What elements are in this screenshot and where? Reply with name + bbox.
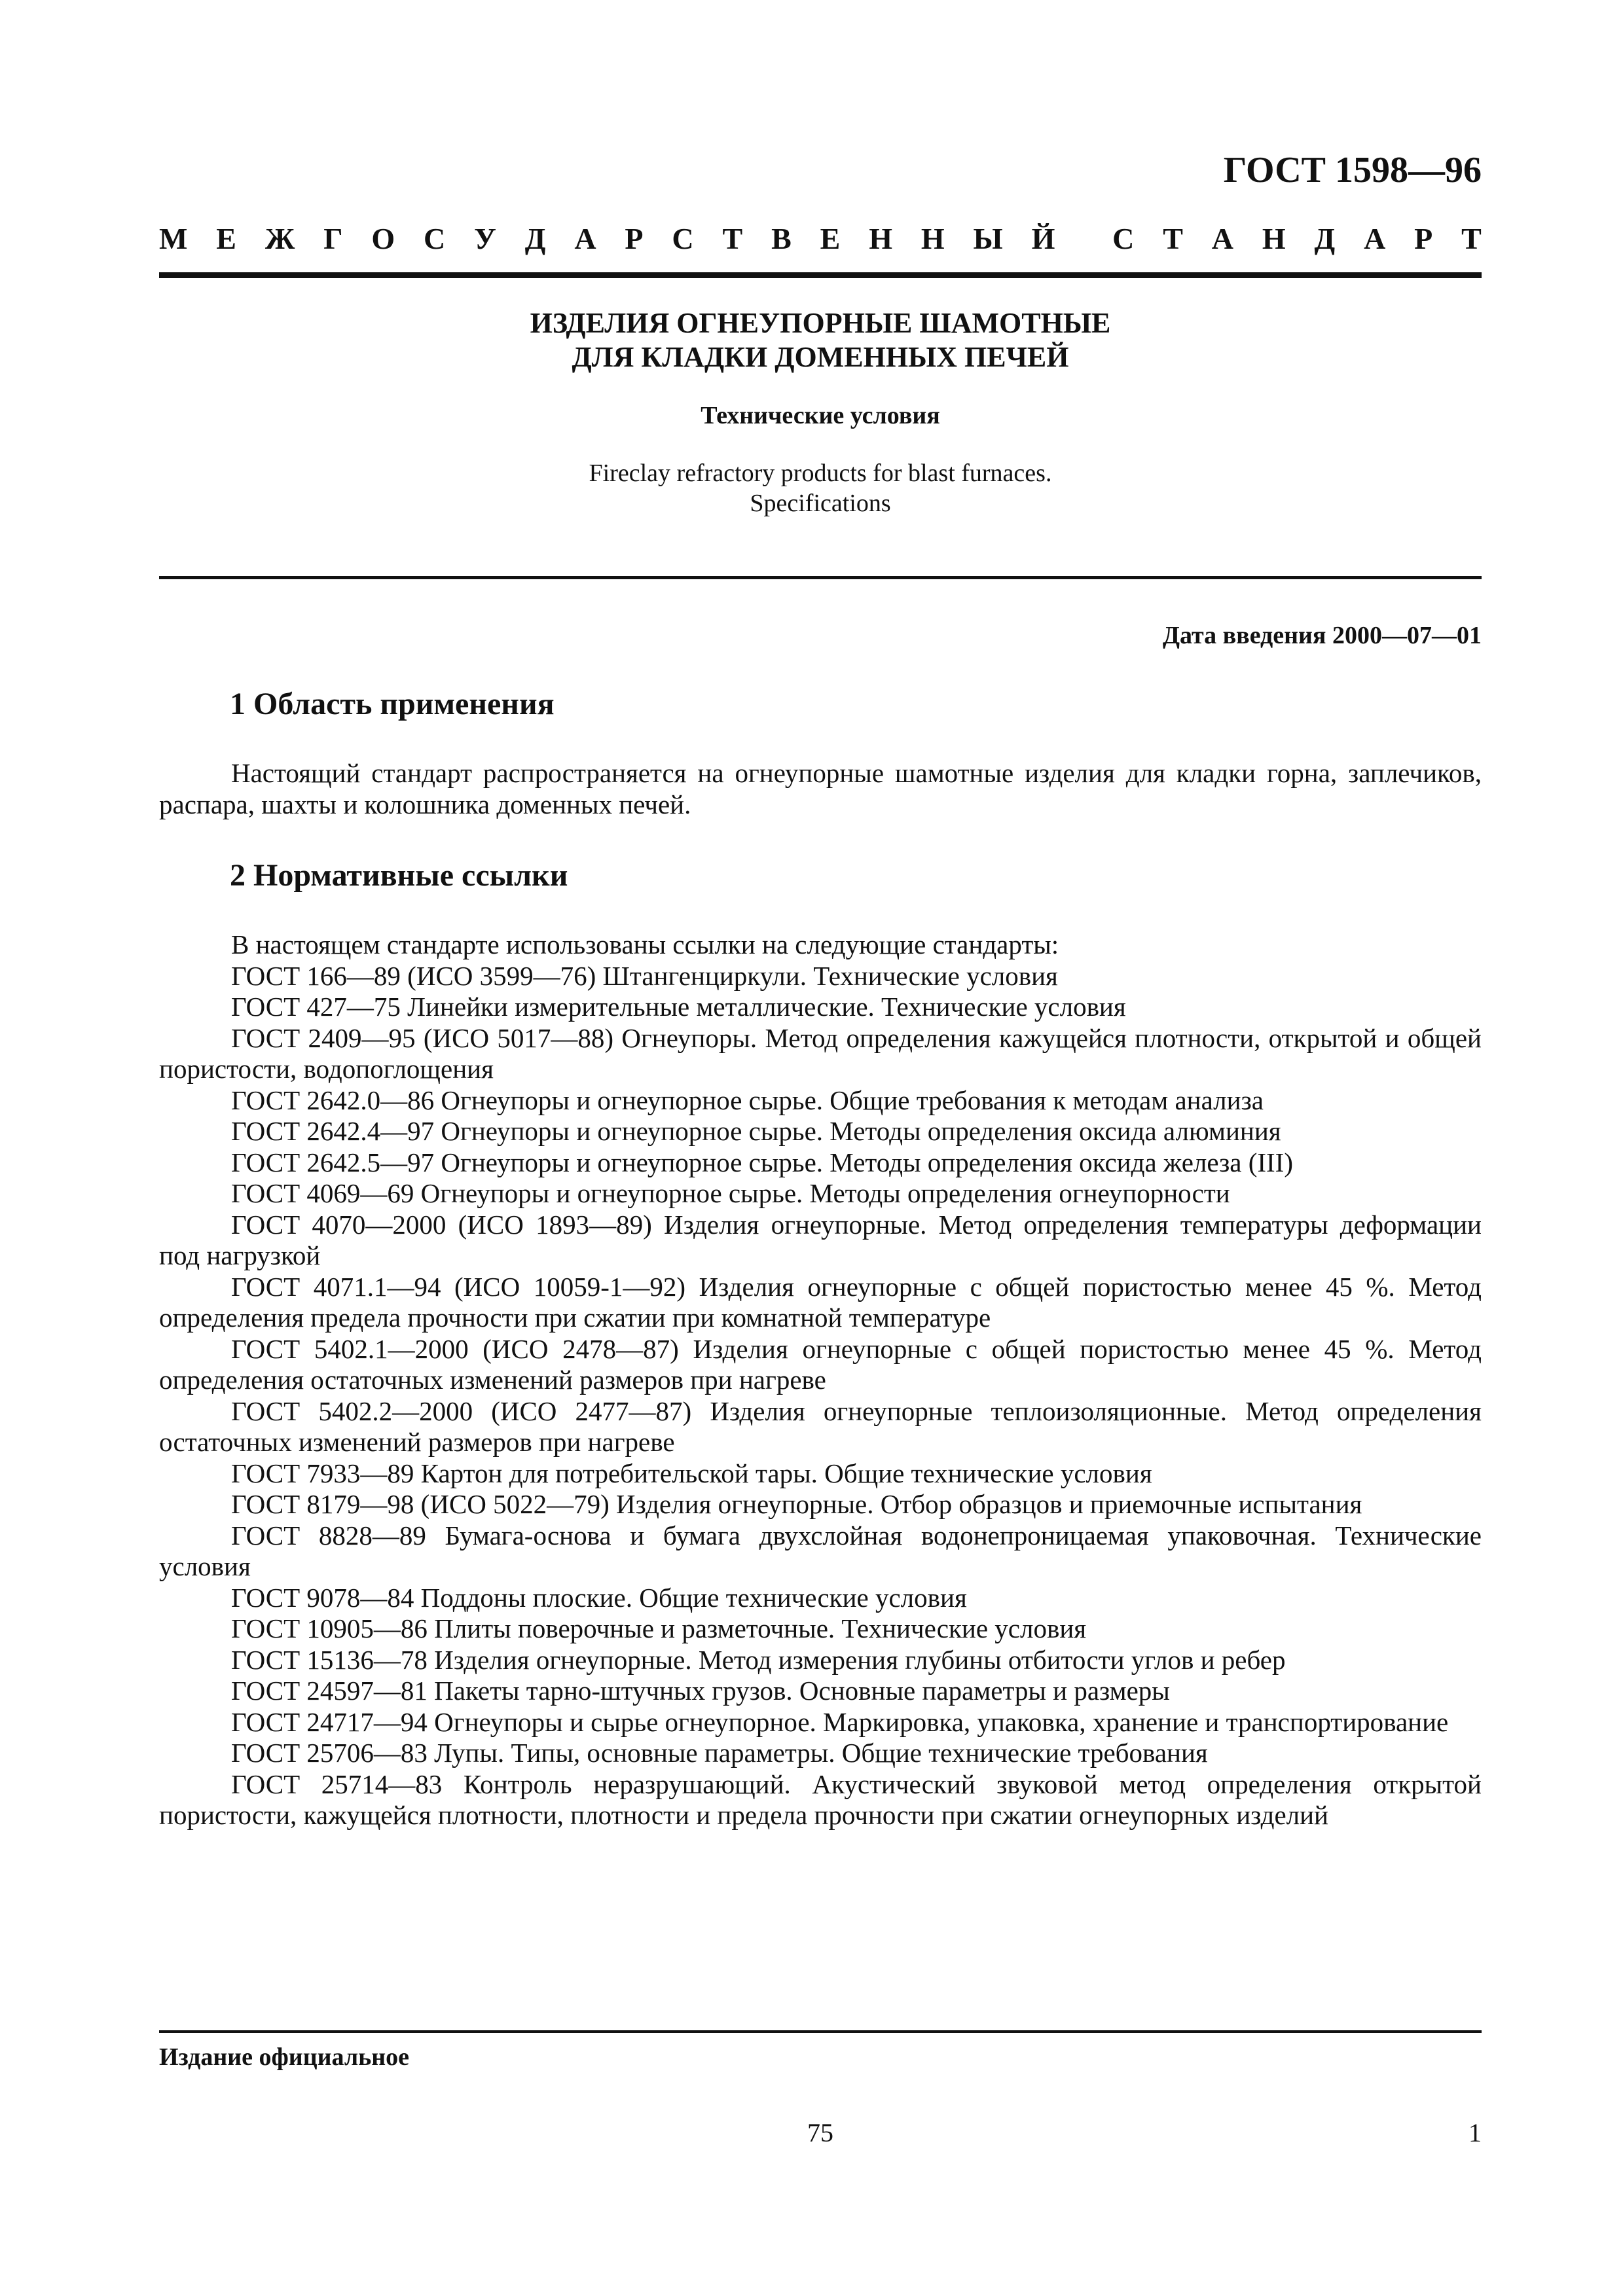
references-intro: В настоящем стандарте использованы ссылки на следующие стандарты: [231,929,1059,960]
banner-letter: О [371,222,395,255]
banner-letter: С [1112,222,1135,255]
reference-item: ГОСТ 25706—83 Лупы. Типы, основные параметры. Общие технические требования [231,1738,1208,1768]
introduction-date: Дата введения 2000—07—01 [1162,622,1482,649]
reference-item: ГОСТ 9078—84 Поддоны плоские. Общие технические условия [231,1582,967,1613]
reference-item: ГОСТ 7933—89 Картон для потребительской тары. Общие технические условия [231,1458,1152,1488]
reference-item: ГОСТ 15136—78 Изделия огнеупорные. Метод измерения глубины отбитости углов и ребер [231,1644,1286,1675]
banner-letter: Г [323,222,343,255]
banner-letter: А [1364,222,1386,255]
banner-letter: В [771,222,792,255]
banner-letter: Н [1262,222,1286,255]
banner-letter: Н [869,222,892,255]
page-number-center: 75 [807,2118,833,2147]
reference-item: ГОСТ 2409—95 (ИСО 5017—88) Огнеупоры. Метод определения кажущейся плотности, открытой и общей пористости, водопоглощения [159,1022,1482,1084]
reference-item: ГОСТ 4071.1—94 (ИСО 10059-1—92) Изделия огнеупорные с общей пористостью менее 45 %. Метод определения предела прочности при сжатии при комнатной температуре [159,1271,1482,1333]
title-line-2: ДЛЯ КЛАДКИ ДОМЕННЫХ ПЕЧЕЙ [572,341,1069,373]
reference-item: ГОСТ 24597—81 Пакеты тарно-штучных грузов. Основные параметры и размеры [231,1676,1170,1706]
title-line-1: ИЗДЕЛИЯ ОГНЕУПОРНЫЕ ШАМОТНЫЕ [530,307,1111,339]
banner-letter: Е [216,222,236,255]
banner-letter: С [424,222,446,255]
banner-letter: Й [1031,222,1055,255]
reference-item: ГОСТ 5402.1—2000 (ИСО 2478—87) Изделия огнеупорные с общей пористостью менее 45 %. Метод определения остаточных изменений размеров при нагреве [159,1333,1482,1395]
reference-item: ГОСТ 4069—69 Огнеупоры и огнеупорное сырье. Методы определения огнеупорности [231,1178,1230,1208]
banner-letter: Д [1314,222,1336,255]
reference-item: ГОСТ 166—89 (ИСО 3599—76) Штангенциркули. Технические условия [231,960,1058,991]
title-en-line-2: Specifications [750,490,891,517]
reference-item: ГОСТ 25714—83 Контроль неразрушающий. Акустический звуковой метод определения открытой пористости, кажущейся плотности, плотности и предела прочности при сжатии огнеупорных изделий [159,1768,1482,1830]
section-1-heading: 1 Область применения [230,687,555,721]
section-1-body [159,758,1482,820]
reference-item: ГОСТ 8179—98 (ИСО 5022—79) Изделия огнеупорные. Отбор образцов и приемочные испытания [231,1489,1362,1519]
reference-item: ГОСТ 8828—89 Бумага-основа и бумага двухслойная водонепроницаемая упаковочная. Технические условия [159,1520,1482,1581]
banner-letter: Т [1163,222,1183,255]
reference-item: ГОСТ 24717—94 Огнеупоры и сырье огнеупорное. Маркировка, упаковка, хранение и транспортирование [231,1706,1449,1737]
footer-rule [159,2030,1482,2033]
page-number-right: 1 [1468,2118,1482,2147]
document-subtitle: Технические условия [701,402,940,429]
banner-letter: С [672,222,694,255]
reference-item: ГОСТ 10905—86 Плиты поверочные и разметочные. Технические условия [231,1613,1087,1643]
banner-letter: А [1211,222,1233,255]
reference-item: ГОСТ 2642.0—86 Огнеупоры и огнеупорное сырье. Общие требования к методам анализа [231,1085,1264,1115]
banner-letter: Ж [264,222,295,255]
scope-paragraph: Настоящий стандарт распространяется на огнеупорные шамотные изделия для кладки горна, заплечиков, распара, шахты и колошника доменных печей. [159,758,1482,819]
banner-letter: Д [524,222,546,255]
official-edition-label: Издание официальное [159,2043,410,2071]
title-en-line-1: Fireclay refractory products for blast furnaces. [589,459,1052,487]
interstate-standard-banner [159,221,1482,257]
document-title [159,306,1482,374]
banner-letter: Е [820,222,841,255]
document-page [159,0,1482,2296]
section-2-heading: 2 Нормативные ссылки [230,858,568,893]
doc-number: ГОСТ 1598—96 [1223,150,1482,190]
banner-letter: Р [625,222,644,255]
banner-letter: Т [722,222,743,255]
banner-letter: Ы [973,222,1003,255]
banner-letter: Н [921,222,945,255]
reference-item: ГОСТ 2642.4—97 Огнеупоры и огнеупорное сырье. Методы определения оксида алюминия [231,1116,1281,1146]
header-rule [159,272,1482,278]
banner-letter: М [159,222,188,255]
reference-item: ГОСТ 5402.2—2000 (ИСО 2477—87) Изделия огнеупорные теплоизоляционные. Метод определения остаточных изменений размеров при нагреве [159,1395,1482,1457]
reference-item: ГОСТ 4070—2000 (ИСО 1893—89) Изделия огнеупорные. Метод определения температуры деформации под нагрузкой [159,1209,1482,1270]
section-2-body [159,929,1482,1831]
reference-item: ГОСТ 2642.5—97 Огнеупоры и огнеупорное сырье. Методы определения оксида железа (III) [231,1147,1293,1177]
reference-item: ГОСТ 427—75 Линейки измерительные металлические. Технические условия [231,992,1126,1022]
banner-letter: Т [1461,222,1482,255]
title-rule [159,576,1482,579]
banner-letter: А [574,222,596,255]
document-title-english [159,458,1482,518]
banner-letter: У [474,222,496,255]
banner-letter: Р [1414,222,1433,255]
